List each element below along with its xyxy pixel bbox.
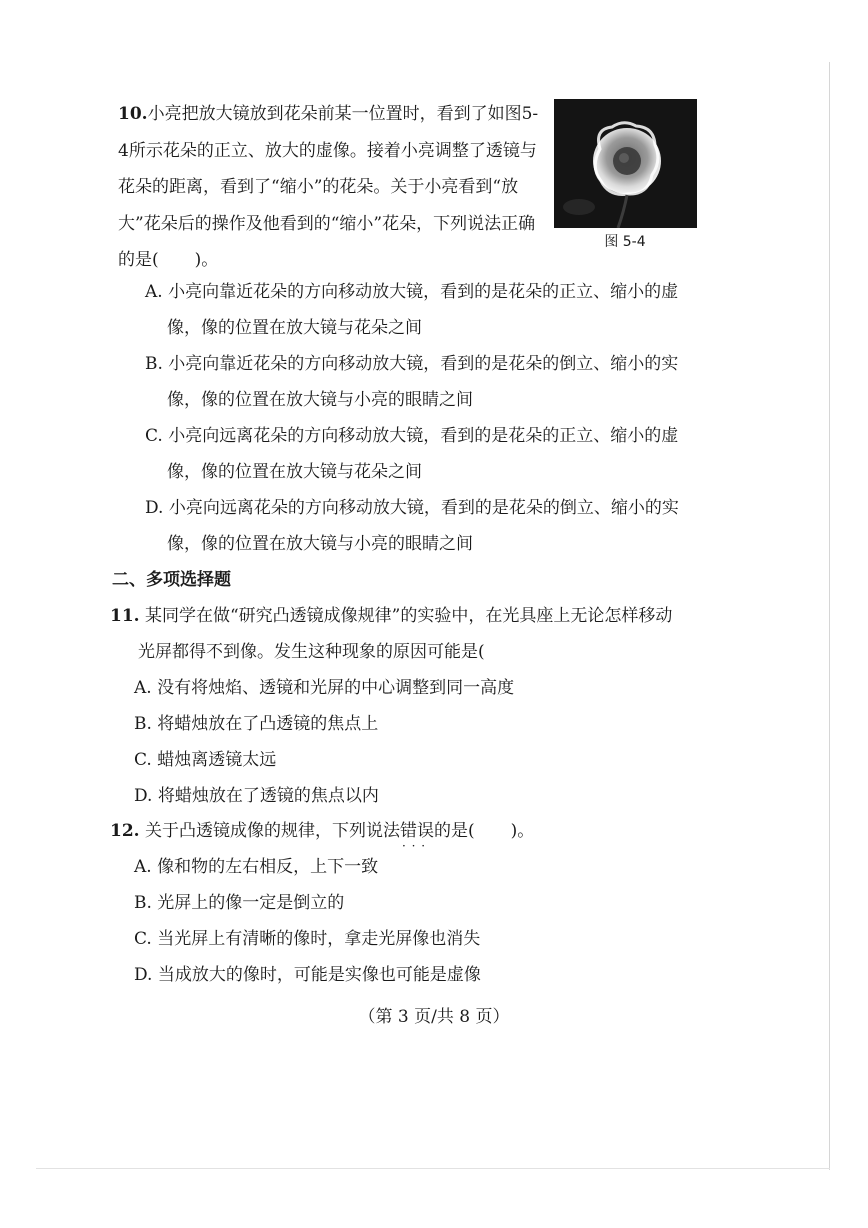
question-12-text-mid: 的是( [433,821,475,841]
question-10-stem [118,96,544,279]
question-11-text-line1: 某同学在做“研究凸透镜成像规律”的实验中，在光具座上无论怎样移动 [144,606,673,626]
option-d: D. 当成放大的像时，可能是实像也可能是虚像 [134,965,481,985]
option-d: D. 小亮向远离花朵的方向移动放大镜，看到的是花朵的倒立、缩小的实像，像的位置在放大镜与小亮的眼睛之间 [145,498,679,554]
question-11-number: 11. [110,606,140,626]
option-c: C. 小亮向远离花朵的方向移动放大镜，看到的是花朵的正立、缩小的虚像，像的位置在放大镜与花朵之间 [145,426,679,482]
question-10-text: 小亮把放大镜放到花朵前某一位置时，看到了如图5-4所示花朵的正立、放大的虚像。接着小亮调整了透镜与花朵的距离，看到了“缩小”的花朵。关于小亮看到“放大”花朵后的操作及他看到的“缩小”花朵，下列说法正确的是( [118,104,539,270]
figure-caption: 图 5-4 [604,234,646,250]
question-12-number: 12. [110,821,140,841]
flower-icon [554,99,697,228]
question-11-options [134,670,694,814]
question-11-text-line2: 光屏都得不到像。发生这种现象的原因可能是( [138,642,485,662]
question-12-text-end: )。 [510,821,535,841]
option-b: B. 光屏上的像一定是倒立的 [134,893,345,913]
option-b: B. 小亮向靠近花朵的方向移动放大镜，看到的是花朵的倒立、缩小的实像，像的位置在放大镜与小亮的眼睛之间 [145,354,679,410]
option-a: A. 没有将烛焰、透镜和光屏的中心调整到同一高度 [134,678,515,698]
option-d: D. 将蜡烛放在了透镜的焦点以内 [134,786,379,806]
section-title: 二、多项选择题 [112,570,231,590]
option-b: B. 将蜡烛放在了凸透镜的焦点上 [134,714,379,734]
page-edge-bottom [36,1168,830,1169]
page-number: （第 3 页/共 8 页） [358,1007,510,1027]
question-10-options [145,274,705,562]
emphasis-mark: 错误 · · · [400,813,434,849]
option-a: A. 小亮向靠近花朵的方向移动放大镜，看到的是花朵的正立、缩小的虚像，像的位置在放大镜与花朵之间 [145,282,679,338]
question-12-options [134,849,694,993]
question-12-stem [110,813,534,849]
option-c: C. 当光屏上有清晰的像时，拿走光屏像也消失 [134,929,481,949]
question-10-text-end: )。 [194,250,219,270]
question-11-stem [110,598,710,670]
option-c: C. 蜡烛离透镜太远 [134,750,277,770]
flower-figure-image [554,99,697,228]
question-12-text: 关于凸透镜成像的规律，下列说法 [144,821,400,841]
question-10-number: 10. [118,104,148,124]
option-a: A. 像和物的左右相反，上下一致 [134,857,379,877]
